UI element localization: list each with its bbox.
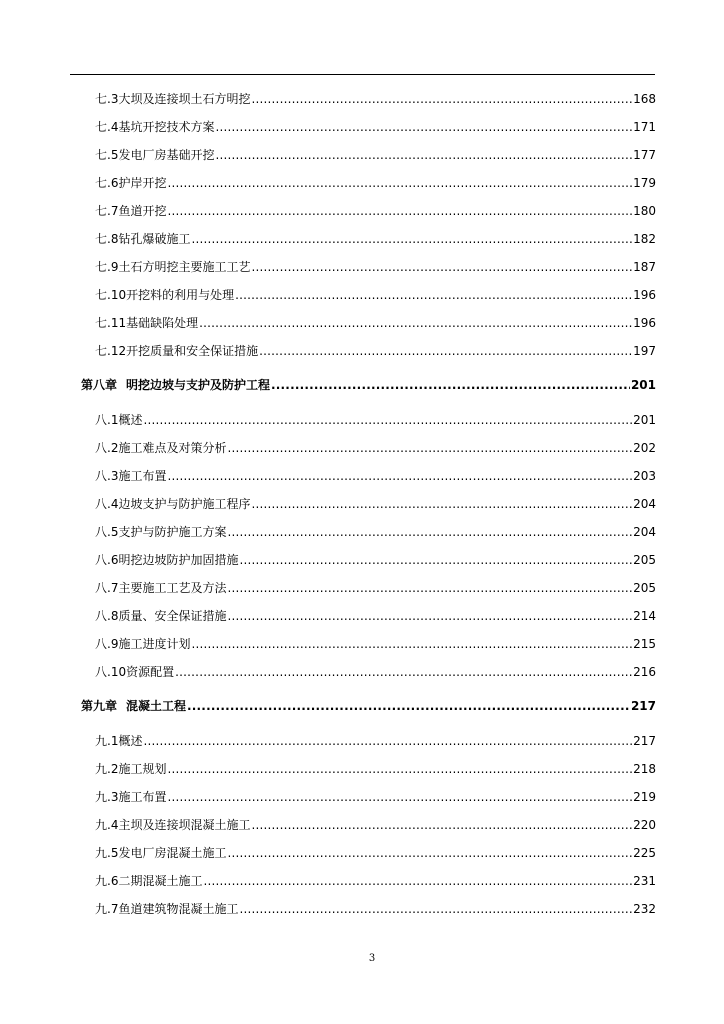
toc-entry-number: 七.4 <box>95 120 119 134</box>
toc-entry-page: 196 <box>633 288 656 302</box>
toc-entry[interactable] <box>95 845 656 861</box>
toc-entry-page: 220 <box>633 818 656 832</box>
toc-entry-title: 基坑开挖技术方案 <box>118 120 215 134</box>
toc-entry[interactable] <box>95 412 656 428</box>
toc-entry[interactable] <box>95 761 656 777</box>
toc-entry-number: 九.7 <box>95 902 119 916</box>
toc-entry-page: 182 <box>633 232 656 246</box>
dot-leader <box>215 119 632 135</box>
toc-entry-page: 219 <box>633 790 656 804</box>
toc-entry[interactable] <box>95 175 656 191</box>
toc-entry[interactable] <box>95 789 656 805</box>
toc-entry-title: 资源配置 <box>126 665 175 679</box>
toc-entry-page: 205 <box>633 553 656 567</box>
toc-entry-number: 九.2 <box>95 762 119 776</box>
toc-entry[interactable] <box>95 468 656 484</box>
toc-entry[interactable] <box>95 496 656 512</box>
toc-entry-title: 边坡支护与防护施工程序 <box>118 497 251 511</box>
toc-entry[interactable] <box>95 580 656 596</box>
toc-entry[interactable] <box>95 259 656 275</box>
toc-entry-title: 鱼道开挖 <box>118 204 167 218</box>
toc-entry[interactable] <box>95 873 656 889</box>
dot-leader <box>239 552 632 568</box>
toc-entry-number: 九.5 <box>95 846 119 860</box>
toc-entry-page: 179 <box>633 176 656 190</box>
toc-entry[interactable] <box>95 287 656 303</box>
toc-chapter-title: 明挖边坡与支护及防护工程 <box>126 378 271 392</box>
toc-entry-page: 225 <box>633 846 656 860</box>
dot-leader <box>227 608 632 624</box>
toc-entry[interactable] <box>95 119 656 135</box>
toc-entry-page: 201 <box>633 413 656 427</box>
toc-entry-title: 基础缺陷处理 <box>126 316 199 330</box>
toc-entry-title: 概述 <box>118 734 143 748</box>
toc-entry-title: 鱼道建筑物混凝土施工 <box>118 902 239 916</box>
header-rule <box>70 74 655 75</box>
toc-entry-title: 质量、安全保证措施 <box>118 609 227 623</box>
toc-entry-title: 施工规划 <box>118 762 167 776</box>
toc-entry[interactable] <box>95 315 656 331</box>
dot-leader <box>191 636 632 652</box>
toc-entry-number: 八.5 <box>95 525 119 539</box>
toc-entry[interactable] <box>95 91 656 107</box>
toc-entry-page: 204 <box>633 525 656 539</box>
dot-leader <box>167 203 632 219</box>
toc-entry[interactable] <box>95 524 656 540</box>
toc-entry-title: 施工布置 <box>118 469 167 483</box>
toc-entry-number: 八.1 <box>95 413 119 427</box>
toc-entry-title: 发电厂房混凝土施工 <box>118 846 227 860</box>
toc-entry-page: 177 <box>633 148 656 162</box>
toc-entry[interactable] <box>95 343 656 359</box>
toc-entry-number: 七.12 <box>95 344 127 358</box>
toc-entry-page: 171 <box>633 120 656 134</box>
toc-entry-number: 九.1 <box>95 734 119 748</box>
toc-entry[interactable] <box>95 231 656 247</box>
toc-entry-title: 开挖料的利用与处理 <box>126 288 235 302</box>
toc-entry-number: 八.4 <box>95 497 119 511</box>
toc-entry-number: 七.10 <box>95 288 127 302</box>
toc-entry-number: 七.6 <box>95 176 119 190</box>
toc-entry-title: 施工进度计划 <box>118 637 191 651</box>
dot-leader <box>227 440 632 456</box>
toc-entry-page: 187 <box>633 260 656 274</box>
dot-leader <box>271 377 630 393</box>
dot-leader <box>227 845 632 861</box>
toc-entry-number: 七.7 <box>95 204 119 218</box>
toc-chapter-page: 201 <box>630 378 656 392</box>
dot-leader <box>251 259 632 275</box>
toc-entry-number: 九.3 <box>95 790 119 804</box>
toc-entry-title: 概述 <box>118 413 143 427</box>
toc-entry-title: 二期混凝土施工 <box>118 874 203 888</box>
toc-entry[interactable] <box>95 147 656 163</box>
toc-entry-page: 216 <box>633 665 656 679</box>
toc-entry[interactable] <box>95 203 656 219</box>
toc-entry-page: 214 <box>633 609 656 623</box>
dot-leader <box>167 789 632 805</box>
toc-entry-number: 八.3 <box>95 469 119 483</box>
dot-leader <box>215 147 632 163</box>
toc-entry-title: 支护与防护施工方案 <box>118 525 227 539</box>
dot-leader <box>239 901 632 917</box>
toc-entry-number: 八.9 <box>95 637 119 651</box>
toc-entry-page: 203 <box>633 469 656 483</box>
toc-entry-page: 204 <box>633 497 656 511</box>
toc-entry-number: 八.8 <box>95 609 119 623</box>
dot-leader <box>251 817 632 833</box>
toc-entry[interactable] <box>95 817 656 833</box>
toc-entry-number: 七.9 <box>95 260 119 274</box>
toc-entry-title: 土石方明挖主要施工工艺 <box>118 260 251 274</box>
toc-entry[interactable] <box>95 636 656 652</box>
toc-entry-title: 护岸开挖 <box>118 176 167 190</box>
toc-entry-title: 开挖质量和安全保证措施 <box>126 344 259 358</box>
toc-entry-title: 施工布置 <box>118 790 167 804</box>
toc-entry-number: 九.6 <box>95 874 119 888</box>
toc-entry[interactable] <box>95 901 656 917</box>
toc-entry-number: 八.7 <box>95 581 119 595</box>
dot-leader <box>167 761 632 777</box>
toc-entry[interactable] <box>95 733 656 749</box>
toc-entry-number: 七.5 <box>95 148 119 162</box>
toc-entry-page: 218 <box>633 762 656 776</box>
toc-entry-number: 七.3 <box>95 92 119 106</box>
toc-entry-page: 196 <box>633 316 656 330</box>
page-number: 3 <box>368 953 376 964</box>
toc-entry-page: 168 <box>633 92 656 106</box>
dot-leader <box>167 175 632 191</box>
toc-entry-number: 七.8 <box>95 232 119 246</box>
toc-entry-number: 八.10 <box>95 665 127 679</box>
toc-entry-title: 主坝及连接坝混凝土施工 <box>118 818 251 832</box>
toc-entry-number: 八.6 <box>95 553 119 567</box>
toc-entry-title: 主要施工工艺及方法 <box>118 581 227 595</box>
toc-entry-title: 大坝及连接坝土石方明挖 <box>118 92 251 106</box>
toc-entry[interactable] <box>95 440 656 456</box>
toc-entry-number: 八.2 <box>95 441 119 455</box>
toc-entry-page: 215 <box>633 637 656 651</box>
toc-entry[interactable] <box>95 552 656 568</box>
toc-entry-page: 180 <box>633 204 656 218</box>
toc-entry-number: 七.11 <box>95 316 127 330</box>
dot-leader <box>235 287 632 303</box>
toc-chapter-title: 混凝土工程 <box>126 699 187 713</box>
dot-leader <box>143 412 632 428</box>
dot-leader <box>227 524 632 540</box>
dot-leader <box>199 315 632 331</box>
toc-chapter-page: 217 <box>630 699 656 713</box>
dot-leader <box>191 231 632 247</box>
toc-entry-title: 钻孔爆破施工 <box>118 232 191 246</box>
dot-leader <box>259 343 632 359</box>
dot-leader <box>251 91 632 107</box>
toc-entry-title: 明挖边坡防护加固措施 <box>118 553 239 567</box>
toc-entry-number: 九.4 <box>95 818 119 832</box>
dot-leader <box>143 733 632 749</box>
toc-entry-page: 232 <box>633 902 656 916</box>
dot-leader <box>203 873 632 889</box>
toc-entry-page: 202 <box>633 441 656 455</box>
dot-leader <box>175 664 632 680</box>
toc-chapter-9[interactable] <box>81 698 656 714</box>
toc-chapter-number: 第八章 <box>81 378 118 392</box>
dot-leader <box>187 698 630 714</box>
toc-entry-page: 217 <box>633 734 656 748</box>
dot-leader <box>227 580 632 596</box>
toc-entry[interactable] <box>95 608 656 624</box>
toc-chapter-number: 第九章 <box>81 699 118 713</box>
toc-chapter-8[interactable] <box>81 377 656 393</box>
toc-entry-page: 231 <box>633 874 656 888</box>
toc-entry[interactable] <box>95 664 656 680</box>
dot-leader <box>251 496 632 512</box>
dot-leader <box>167 468 632 484</box>
toc-entry-page: 197 <box>633 344 656 358</box>
toc-entry-title: 发电厂房基础开挖 <box>118 148 215 162</box>
toc-entry-page: 205 <box>633 581 656 595</box>
toc-entry-title: 施工难点及对策分析 <box>118 441 227 455</box>
